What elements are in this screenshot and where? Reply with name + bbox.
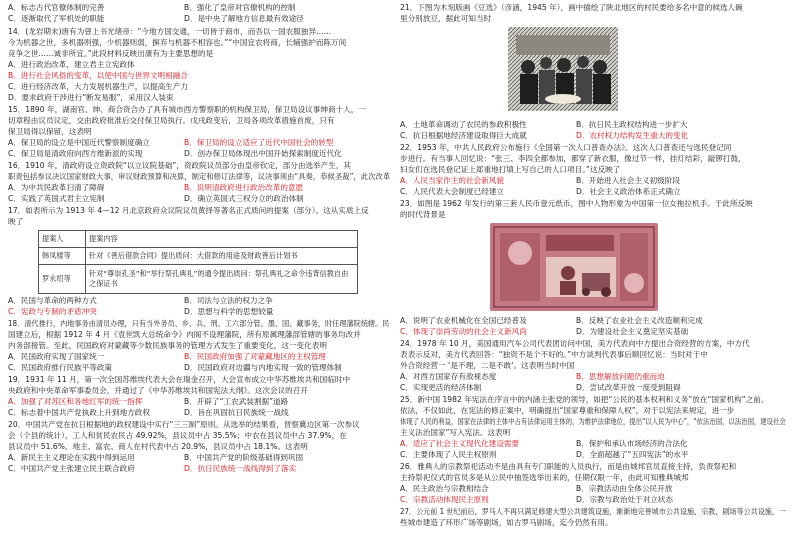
q18-stem-line: 内务部接管。至此，民国政府对蒙藏等少数民族事务的管理方式发生了重要变化，这一变化表明 [8,341,327,350]
q25-stem-line: 主义法治国家”写入宪法。这表明 [400,428,511,437]
q18-option-a[interactable]: A．民国政府实现了国家统一 [8,352,105,361]
q22-stem-line: 妇女们在选民登记证上郑重地打填上写自己的人口项目。”这反映了 [400,165,621,174]
q22-option-d[interactable]: D．社会主义政治体系正式确立 [576,187,681,196]
table-cell-proposer: 韩凤楼等 [39,248,86,265]
q14-option-a[interactable]: A．进行政治改革，建立君主立宪政体 [8,60,135,69]
q16-option-d[interactable]: D．确立英国式三权分立的政治体制 [184,194,304,203]
q25-option-b[interactable]: B．保护和承认市场经济的合法化 [576,439,688,448]
q18-option-c[interactable]: C．民国政府推行民族平等政策 [8,363,113,372]
q22-option-c[interactable]: C．人民代表大会制度已经建立 [400,187,505,196]
q27-stem-line: 27．公元前 1 世纪前后，罗马人不再只满足修建大型公共建筑设施，渐渐地完善城市公共设施、宗教、剧场等公共设施，一 [400,507,787,516]
q19-option-a[interactable]: A．加强了对苏区和各地红军的统一指挥 [8,397,143,406]
q15-option-c[interactable]: C．保卫局是清政府向西方维新派的实现 [8,149,143,158]
q27-stem-line: 些城市建造了环形广场等剧场，如古罗马剧场，迄今仍然有用。 [400,518,613,527]
q23-option-d[interactable]: D．为建设社会主义奠定坚实基础 [576,327,689,336]
banknote-image [490,223,658,311]
q23-option-c[interactable]: C．体现了崇尚劳动的社会主义新风尚 [400,327,527,336]
q16-stem-line: 职责包括参议决议国家财政大事，审议财政预算和决算，制定和修订法律等，议决事须由“具奏，恭候圣裁”，此次改革 [8,172,391,181]
q20-stem-line: 20．中国共产党在抗日根据地的政权建设中实行“三三制”原则。从选举的结果看，晋察冀边区第一次参议 [8,420,360,429]
q26-stem-line: 主持祭祀仪式的官员多是从公民中抽签选举出来的，任期仅限一年，由此可知雅典城邦 [400,473,689,482]
q16-option-c[interactable]: C．实践了英国式君主立宪制 [8,194,105,203]
q18-stem-line: 国建立后，根据 1912 年 4 月《袁世凯大总统命令》内阁不设理藩院，所有原属理藩部管辖的事务均改并 [8,330,361,339]
q15-option-b[interactable]: B．保卫局的设立适应了近代中国社会的转型 [184,138,334,147]
q25-option-a[interactable]: A．适应了社会主义现代化建设需要 [400,439,520,448]
table-header-content: 提案内容 [86,231,358,248]
q20-stem-line: 县议员中 51.6%，地主、富农、商人在村代表中占 20.9%，县议员中占 18.1%。这表明 [8,442,308,451]
q19-option-d[interactable]: D．旨在巩固抗日民族统一战线 [184,408,289,417]
q17-option-b[interactable]: B．司法与立法的权力之争 [184,296,273,305]
q14-stem-line: 14．(龙岩期末)唐有为曾上书光绪帝：“今地方国交通，一切皆于商市，而吾以一国农服独异…… [8,27,332,36]
table-header-row [39,231,358,248]
q22-stem-line: 步进行。有当事人回忆说：“张三、李四全都参加，都穿了新衣服，像过节一样，挂灯结彩，敲锣打鼓， [400,154,746,163]
q19-stem-line: 19．1931 年 11 月，第一次全国苏维埃代表大会在瑞金召开，大会宣布成立中华苏维埃共和国临时中 [8,375,351,384]
q21-stem-line: 里分别放豆，据此可知当时 [400,14,492,23]
q26-option-c[interactable]: C．宗教活动体现民主原则 [400,495,489,504]
q21-option-a[interactable]: A．土地革命调动了农民的参政积极性 [400,120,527,129]
q25-stem-line: 体现了人民的利益，国家在法律的主体中占有法律运用主体的，为维护法律地位，提出“以人民为中心”，“依法治国，以法治国，建设社会 [400,417,786,426]
q21-option-d[interactable]: D．农村权力结构发生重大的变化 [576,131,689,140]
q21-stem-line: 21．下图为木刻版画《豆选》（彦涵，1945 年），画中描绘了陕北地区的村民要给多名中意的候选人碗 [400,3,743,12]
q20-option-a[interactable]: A．新民主主义理论在实践中得到运用 [8,453,135,462]
q14-option-d[interactable]: D．要求政府干涉进行“断发易服”，采用汉人装束 [8,93,174,102]
q20-stem-line: 会（个县的统计），工人和贫民农民占 49.92%，县议员中占 35.5%；中农在县议员中占 37.9%，在 [8,431,347,440]
q18-option-d[interactable]: D．民国政府对边疆与内地实现一致的管理体制 [184,363,342,372]
q20-option-d[interactable]: D．抗日民族统一战线得到了落实 [184,464,297,473]
q18-stem-line: 18．清代推行，内地事务由清员办理，只有当外务员、乡、兵、刑、工六部分管。墨、国、藏事务，时任理藩院统辖。民 [8,319,390,328]
q26-option-b[interactable]: B．宗教活动由全体公民开放 [576,484,673,493]
q24-option-b[interactable]: B．思想解放问题仍重而迫 [576,372,665,381]
table-row [39,248,358,265]
q24-option-c[interactable]: C．实现更活的经济体制 [400,383,482,392]
q23-option-a[interactable]: A．说明了农业机械化在全国已经普及 [400,316,527,325]
q14-option-b[interactable]: B．进行社会风俗的变革，以使中国与世界文明相融合 [8,71,188,80]
q22-stem-line: 22．1953 年，中共人民政府公布施行《全国第一次人口普查办法》。这次人口普查还与选民登记同 [400,143,732,152]
q17-option-c[interactable]: C．宪政与专制的矛盾冲突 [8,307,97,316]
q16-stem-line: 16．1910 年，清政府设立资政院“以立议院基础”，资政院议员部分由皇帝钦定，部分由选举产生，其 [8,161,352,170]
proposal-table [38,230,358,294]
q17-stem-line: 映了 [8,217,24,226]
q25-option-c[interactable]: C．主要体现了人民主权原则 [400,450,497,459]
q24-stem-line: 24．1978 年 10 月，美国通用汽车公司代表团访问中国，美方代表向中方提出合资经营的方案，中方代 [400,339,750,348]
q21-option-c[interactable]: C．抗日根据地经济建设取得巨大成就 [400,131,527,140]
q25-option-d[interactable]: D．全面超越了“五四宪法”的水平 [576,450,689,459]
q26-option-a[interactable]: A．民主政治与宗教相结合 [400,484,489,493]
q23-option-b[interactable]: B．反映了农业社会主义改造顺利完成 [576,316,703,325]
q15-stem-line: 切章程由议员议定，交由政府批准后交付保卫局执行。戊戌政变后，卫局各项改革措施首废，只有 [8,116,335,125]
q16-option-a[interactable]: A．为中共民政革扫清了障碍 [8,183,105,192]
q22-option-a[interactable]: A．人民当家作主的社会新风貌 [400,176,504,185]
q24-stem-line: 表表示反对，美方代表回答：“独资不是个不好的。”中方谈判代表事后顺回忆说：当时对于中 [400,350,708,359]
q25-stem-line: 25．新中国 1982 年宪法在序言中的内涵主张党的领导，如把“公民的基本权利和义务”放在“国家机构”之前。 [400,395,769,404]
q23-stem-line: 的时代背景是 [400,210,446,219]
option-prev-a[interactable]: A．标志古代官僚体制的完善 [8,3,105,12]
q15-option-a[interactable]: A．保卫局的设立是中国近代警察制度确立 [8,138,150,147]
q23-stem-line: 23．如图是 1962 年发行的第三套人民币壹元纸币，图中人物形象为中国第一位女拖拉机手。于此所反映 [400,199,753,208]
q19-option-b[interactable]: B．开辟了“工农武装割据”道路 [184,397,289,406]
q20-option-b[interactable]: B．中国共产党的阶级基础得到巩固 [184,453,304,462]
option-prev-c[interactable]: C．逐渐取代了军机处的职能 [8,14,105,23]
q14-option-c[interactable]: C．进行经济改革，大力发展机器生产，以提高生产力 [8,82,188,91]
q21-option-b[interactable]: B．抗日民主政权结构进一步扩大 [576,120,688,129]
q14-stem-line: 今为机器之世，多机器则强，少机器则弱，摒弃与机器不相容也。”“中国宜农将商，长辅强护而陈万间 [8,38,347,47]
q20-option-c[interactable]: C．中国共产党主张建立民主联合政府 [8,464,135,473]
q19-stem-line: 央政府和中央革命军事委员会，并通过了《中华苏维埃共和国宪法大纲》。这次会议的召开 [8,386,308,395]
table-cell-content: 针对“尊崇孔圣”和“举行祭孔典礼”的通令提出质问：祭孔典礼之命令违背信教自由之保证书 [86,265,358,294]
table-row [39,265,358,294]
q17-stem-line: 17．如表所示为 1913 年 4—12 月北京政府众议院议员黄择等著名正式质问的提案（部分）。这从实质上反 [8,206,369,215]
q24-stem-line: 外合资经营一 ‘是不理，二是不敢’。这表明当时中国 [400,361,575,370]
q15-stem-line: 15．1890 年，湖南官、绅、商合资合办了具有城市西方警察职的机构保卫局，保卫局设议事绅商十人，一 [8,105,366,114]
table-cell-content: 针对《善后借款合同》提出质问：大借款的用途及财政善后计划书 [86,248,358,265]
q19-option-c[interactable]: C．标志着中国共产党执政上升到地方政权 [8,408,150,417]
q16-option-b[interactable]: B．说明清政府进行政治改革的意愿 [184,183,304,192]
woodcut-illustration [508,27,618,111]
q26-option-d[interactable]: D．宗教与政治处于对立状态 [576,495,673,504]
q17-option-a[interactable]: A．民国与革命的两种方式 [8,296,97,305]
q24-option-a[interactable]: A．对西方国家存有敌视态度 [400,372,497,381]
q26-stem-line: 26．雅典人的宗教祭祀活动不是由具有专门职能的人员执行，而是由城邦官员直接主持，负责祭祀和 [400,462,737,471]
q15-option-d[interactable]: D．创办保卫局体现出中国开始探索制度近代化 [184,149,342,158]
option-prev-b[interactable]: B．强化了皇帝对官僚机构的控制 [184,3,296,12]
q18-option-b[interactable]: B．民国政府加强了对蒙藏地区的主权管理 [184,352,326,361]
q25-stem-line: 依法，不仅如此，在宪法的修正案中，明确提出“国家尊重和保障人权”，对于以宪法来规定，进一步 [400,406,735,415]
table-header-proposer: 提案人 [39,231,86,248]
q22-option-b[interactable]: B．开始进入社会主义初级阶段 [576,176,680,185]
q24-option-d[interactable]: D．尝试改革开放一度受到阻碍 [576,383,681,392]
q15-stem-line: 保卫局得以保留，这表明 [8,127,92,136]
table-cell-proposer: 罗永绍等 [39,265,86,294]
q14-stem-line: 竞争之世……诚非所宜。”此段材料反映出康有为主要思想的是 [8,49,214,58]
option-prev-d[interactable]: D．是中央了解地方信息最有效途径 [184,14,304,23]
q17-option-d[interactable]: D．思想与科学的思想较量 [184,307,274,316]
